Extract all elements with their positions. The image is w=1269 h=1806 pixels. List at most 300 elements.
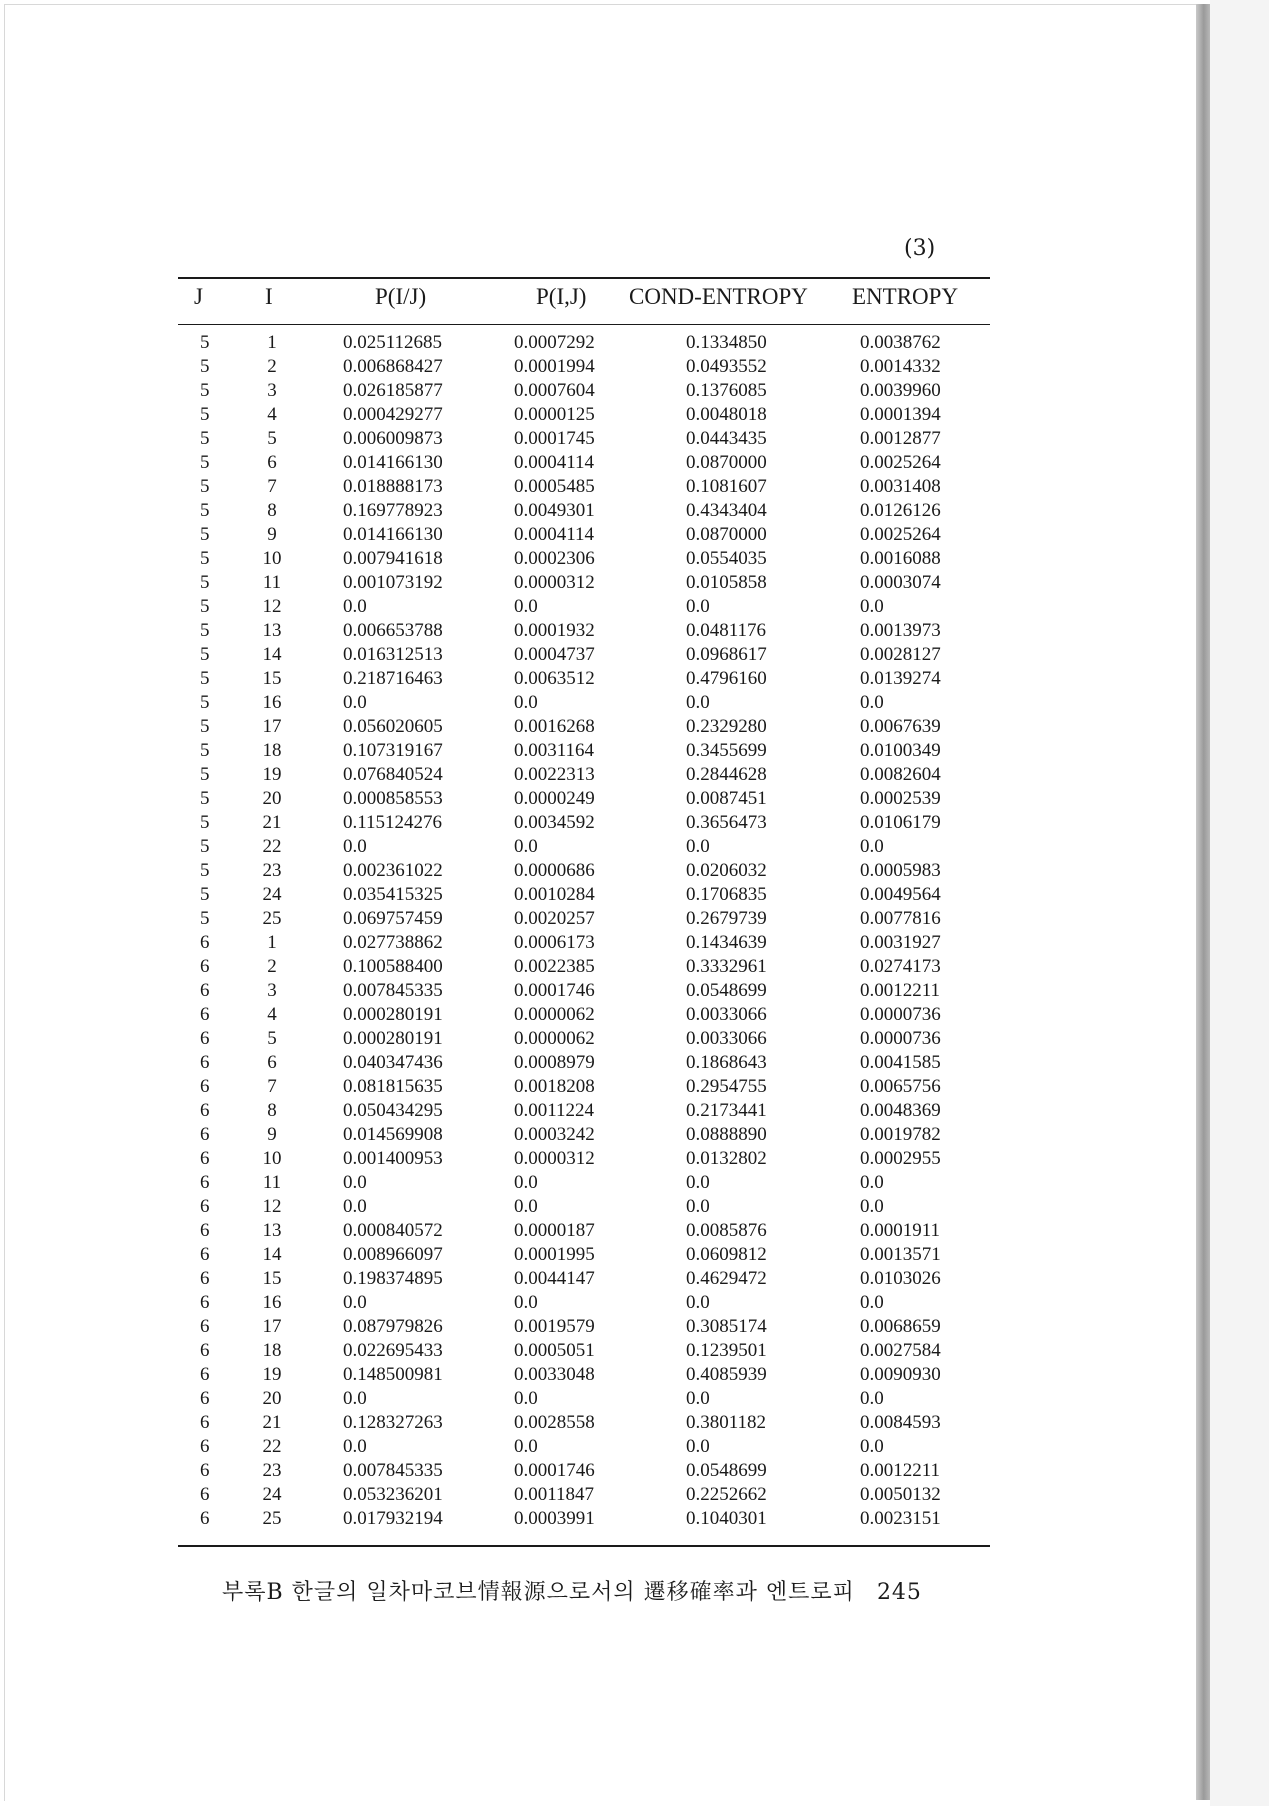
- table-row: [178, 594, 990, 618]
- table-row: [178, 978, 990, 1002]
- cell-j: 6: [200, 1172, 210, 1193]
- table-row: [178, 570, 990, 594]
- cell-entropy: 0.0028127: [860, 644, 941, 665]
- cell-p-i-given-j: 0.007845335: [343, 1460, 443, 1481]
- cell-j: 6: [200, 1148, 210, 1169]
- cell-p-i-j: 0.0: [514, 1388, 538, 1409]
- section-number: (3): [904, 236, 936, 261]
- cell-cond-entropy: 0.1081607: [686, 476, 767, 497]
- cell-j: 6: [200, 980, 210, 1001]
- table-row: [178, 618, 990, 642]
- cell-i: 20: [262, 1388, 282, 1409]
- cell-entropy: 0.0: [860, 1388, 884, 1409]
- cell-p-i-j: 0.0000062: [514, 1028, 595, 1049]
- cell-p-i-j: 0.0000312: [514, 572, 595, 593]
- table-row: [178, 1170, 990, 1194]
- cell-i: 14: [262, 1244, 282, 1265]
- cell-entropy: 0.0067639: [860, 716, 941, 737]
- cell-p-i-given-j: 0.017932194: [343, 1508, 443, 1529]
- cell-cond-entropy: 0.0: [686, 692, 710, 713]
- cell-p-i-j: 0.0000312: [514, 1148, 595, 1169]
- table-body: [178, 330, 990, 1530]
- cell-cond-entropy: 0.4629472: [686, 1268, 767, 1289]
- cell-p-i-j: 0.0001932: [514, 620, 595, 641]
- cell-j: 5: [200, 500, 210, 521]
- cell-p-i-given-j: 0.0: [343, 1292, 367, 1313]
- cell-entropy: 0.0005983: [860, 860, 941, 881]
- cell-p-i-given-j: 0.0: [343, 1436, 367, 1457]
- cell-p-i-given-j: 0.022695433: [343, 1340, 443, 1361]
- cell-j: 5: [200, 380, 210, 401]
- cell-cond-entropy: 0.0: [686, 1292, 710, 1313]
- background-margin: [1210, 0, 1269, 1806]
- cell-cond-entropy: 0.0033066: [686, 1004, 767, 1025]
- table-row: [178, 930, 990, 954]
- cell-i: 5: [267, 428, 277, 449]
- cell-i: 8: [267, 500, 277, 521]
- cell-i: 22: [262, 1436, 282, 1457]
- cell-entropy: 0.0000736: [860, 1004, 941, 1025]
- cell-p-i-j: 0.0022313: [514, 764, 595, 785]
- cell-cond-entropy: 0.0: [686, 1436, 710, 1457]
- cell-entropy: 0.0023151: [860, 1508, 941, 1529]
- cell-i: 5: [267, 1028, 277, 1049]
- cell-j: 6: [200, 1388, 210, 1409]
- cell-p-i-given-j: 0.006653788: [343, 620, 443, 641]
- cell-i: 13: [262, 1220, 282, 1241]
- cell-j: 5: [200, 812, 210, 833]
- cell-i: 16: [262, 1292, 282, 1313]
- cell-p-i-j: 0.0031164: [514, 740, 595, 761]
- table-row: [178, 834, 990, 858]
- cell-cond-entropy: 0.3455699: [686, 740, 767, 761]
- table-row: [178, 906, 990, 930]
- cell-entropy: 0.0139274: [860, 668, 941, 689]
- cell-p-i-given-j: 0.040347436: [343, 1052, 443, 1073]
- cell-j: 6: [200, 932, 210, 953]
- cell-p-i-j: 0.0018208: [514, 1076, 595, 1097]
- cell-entropy: 0.0001394: [860, 404, 941, 425]
- cell-p-i-given-j: 0.001073192: [343, 572, 443, 593]
- cell-p-i-j: 0.0004114: [514, 452, 595, 473]
- cell-i: 23: [262, 860, 282, 881]
- cell-p-i-j: 0.0: [514, 1196, 538, 1217]
- cell-entropy: 0.0: [860, 1292, 884, 1313]
- cell-j: 5: [200, 692, 210, 713]
- table-row: [178, 1410, 990, 1434]
- cell-j: 6: [200, 1220, 210, 1241]
- cell-cond-entropy: 0.1239501: [686, 1340, 767, 1361]
- cell-j: 6: [200, 1340, 210, 1361]
- cell-entropy: 0.0: [860, 596, 884, 617]
- cell-i: 13: [262, 620, 282, 641]
- cell-i: 7: [267, 476, 277, 497]
- cell-cond-entropy: 0.0493552: [686, 356, 767, 377]
- cell-cond-entropy: 0.0554035: [686, 548, 767, 569]
- table-row: [178, 642, 990, 666]
- cell-p-i-given-j: 0.000280191: [343, 1028, 443, 1049]
- cell-p-i-given-j: 0.006868427: [343, 356, 443, 377]
- cell-i: 12: [262, 1196, 282, 1217]
- cell-i: 11: [262, 1172, 282, 1193]
- cell-i: 17: [262, 716, 282, 737]
- cell-entropy: 0.0103026: [860, 1268, 941, 1289]
- cell-cond-entropy: 0.1376085: [686, 380, 767, 401]
- cell-cond-entropy: 0.0048018: [686, 404, 767, 425]
- cell-i: 24: [262, 884, 282, 905]
- cell-p-i-j: 0.0003242: [514, 1124, 595, 1145]
- cell-entropy: 0.0038762: [860, 332, 941, 353]
- cell-cond-entropy: 0.4343404: [686, 500, 767, 521]
- cell-j: 6: [200, 1100, 210, 1121]
- cell-i: 18: [262, 740, 282, 761]
- table-row: [178, 1362, 990, 1386]
- cell-p-i-given-j: 0.000840572: [343, 1220, 443, 1241]
- cell-cond-entropy: 0.0968617: [686, 644, 767, 665]
- cell-i: 6: [267, 1052, 277, 1073]
- cell-entropy: 0.0: [860, 1436, 884, 1457]
- cell-p-i-given-j: 0.014166130: [343, 452, 443, 473]
- cell-i: 1: [267, 332, 277, 353]
- table-row: [178, 330, 990, 354]
- cell-cond-entropy: 0.0: [686, 596, 710, 617]
- table-row: [178, 1434, 990, 1458]
- cell-p-i-j: 0.0028558: [514, 1412, 595, 1433]
- table-row: [178, 426, 990, 450]
- cell-j: 5: [200, 452, 210, 473]
- table-row: [178, 1242, 990, 1266]
- cell-entropy: 0.0014332: [860, 356, 941, 377]
- cell-i: 3: [267, 980, 277, 1001]
- cell-j: 5: [200, 836, 210, 857]
- cell-i: 22: [262, 836, 282, 857]
- cell-cond-entropy: 0.0105858: [686, 572, 767, 593]
- cell-j: 6: [200, 1244, 210, 1265]
- header-j: J: [194, 284, 203, 309]
- table-row: [178, 882, 990, 906]
- cell-p-i-j: 0.0: [514, 692, 538, 713]
- cell-p-i-given-j: 0.014569908: [343, 1124, 443, 1145]
- cell-i: 1: [267, 932, 277, 953]
- cell-j: 6: [200, 1316, 210, 1337]
- cell-i: 6: [267, 452, 277, 473]
- table-row: [178, 498, 990, 522]
- cell-j: 6: [200, 1076, 210, 1097]
- cell-p-i-given-j: 0.008966097: [343, 1244, 443, 1265]
- cell-i: 17: [262, 1316, 282, 1337]
- cell-p-i-j: 0.0016268: [514, 716, 595, 737]
- cell-p-i-j: 0.0000062: [514, 1004, 595, 1025]
- cell-p-i-given-j: 0.100588400: [343, 956, 443, 977]
- cell-j: 5: [200, 596, 210, 617]
- cell-entropy: 0.0013571: [860, 1244, 941, 1265]
- cell-j: 6: [200, 1196, 210, 1217]
- table-row: [178, 354, 990, 378]
- cell-p-i-given-j: 0.026185877: [343, 380, 443, 401]
- cell-cond-entropy: 0.0548699: [686, 980, 767, 1001]
- cell-entropy: 0.0031408: [860, 476, 941, 497]
- cell-p-i-j: 0.0001746: [514, 1460, 595, 1481]
- cell-j: 5: [200, 476, 210, 497]
- cell-j: 5: [200, 644, 210, 665]
- cell-i: 21: [262, 1412, 282, 1433]
- table-row: [178, 690, 990, 714]
- cell-i: 15: [262, 668, 282, 689]
- cell-entropy: 0.0: [860, 836, 884, 857]
- header-entropy: ENTROPY: [852, 284, 959, 309]
- cell-entropy: 0.0012211: [860, 980, 941, 1001]
- cell-cond-entropy: 0.0087451: [686, 788, 767, 809]
- cell-p-i-given-j: 0.115124276: [343, 812, 443, 833]
- cell-j: 6: [200, 1508, 210, 1529]
- table-row: [178, 1218, 990, 1242]
- running-title: 부록B 한글의 일차마코브情報源으로서의 遷移確率과 엔트로피: [222, 1580, 855, 1605]
- table-row: [178, 738, 990, 762]
- cell-p-i-j: 0.0: [514, 596, 538, 617]
- cell-p-i-j: 0.0004737: [514, 644, 595, 665]
- cell-cond-entropy: 0.0609812: [686, 1244, 767, 1265]
- cell-p-i-j: 0.0: [514, 1172, 538, 1193]
- cell-i: 24: [262, 1484, 282, 1505]
- cell-p-i-j: 0.0022385: [514, 956, 595, 977]
- table-row: [178, 474, 990, 498]
- cell-entropy: 0.0025264: [860, 524, 941, 545]
- cell-p-i-given-j: 0.002361022: [343, 860, 443, 881]
- cell-cond-entropy: 0.3332961: [686, 956, 767, 977]
- cell-cond-entropy: 0.2844628: [686, 764, 767, 785]
- cell-entropy: 0.0002955: [860, 1148, 941, 1169]
- cell-entropy: 0.0039960: [860, 380, 941, 401]
- cell-j: 5: [200, 764, 210, 785]
- cell-cond-entropy: 0.4085939: [686, 1364, 767, 1385]
- cell-i: 4: [267, 404, 277, 425]
- cell-entropy: 0.0012877: [860, 428, 941, 449]
- cell-j: 6: [200, 1460, 210, 1481]
- table-row: [178, 786, 990, 810]
- table-row: [178, 378, 990, 402]
- cell-cond-entropy: 0.2679739: [686, 908, 767, 929]
- table-row: [178, 1026, 990, 1050]
- cell-entropy: 0.0027584: [860, 1340, 941, 1361]
- cell-p-i-j: 0.0001746: [514, 980, 595, 1001]
- cell-i: 18: [262, 1340, 282, 1361]
- cell-j: 5: [200, 668, 210, 689]
- cell-j: 5: [200, 716, 210, 737]
- cell-i: 16: [262, 692, 282, 713]
- cell-cond-entropy: 0.3085174: [686, 1316, 767, 1337]
- cell-entropy: 0.0041585: [860, 1052, 941, 1073]
- cell-i: 8: [267, 1100, 277, 1121]
- cell-entropy: 0.0025264: [860, 452, 941, 473]
- cell-p-i-given-j: 0.001400953: [343, 1148, 443, 1169]
- table-row: [178, 1074, 990, 1098]
- cell-j: 5: [200, 548, 210, 569]
- table-row: [178, 450, 990, 474]
- cell-entropy: 0.0090930: [860, 1364, 941, 1385]
- cell-i: 14: [262, 644, 282, 665]
- cell-j: 5: [200, 524, 210, 545]
- cell-i: 10: [262, 1148, 282, 1169]
- table-row: [178, 1146, 990, 1170]
- header-cond-entropy: COND-ENTROPY: [629, 284, 808, 309]
- cell-p-i-j: 0.0004114: [514, 524, 595, 545]
- cell-entropy: 0.0: [860, 692, 884, 713]
- cell-cond-entropy: 0.0: [686, 1196, 710, 1217]
- cell-p-i-j: 0.0002306: [514, 548, 595, 569]
- cell-cond-entropy: 0.0870000: [686, 452, 767, 473]
- cell-j: 6: [200, 1412, 210, 1433]
- cell-entropy: 0.0012211: [860, 1460, 941, 1481]
- cell-p-i-given-j: 0.0: [343, 692, 367, 713]
- cell-p-i-given-j: 0.027738862: [343, 932, 443, 953]
- table-row: [178, 1506, 990, 1530]
- cell-entropy: 0.0031927: [860, 932, 941, 953]
- cell-i: 19: [262, 764, 282, 785]
- cell-cond-entropy: 0.0: [686, 1388, 710, 1409]
- cell-i: 2: [267, 356, 277, 377]
- table-row: [178, 858, 990, 882]
- cell-cond-entropy: 0.1334850: [686, 332, 767, 353]
- table-row: [178, 1194, 990, 1218]
- cell-entropy: 0.0068659: [860, 1316, 941, 1337]
- cell-cond-entropy: 0.1868643: [686, 1052, 767, 1073]
- cell-p-i-j: 0.0011224: [514, 1100, 595, 1121]
- cell-j: 5: [200, 404, 210, 425]
- table-row: [178, 1050, 990, 1074]
- cell-p-i-j: 0.0019579: [514, 1316, 595, 1337]
- cell-p-i-j: 0.0049301: [514, 500, 595, 521]
- cell-p-i-given-j: 0.014166130: [343, 524, 443, 545]
- cell-cond-entropy: 0.2329280: [686, 716, 767, 737]
- cell-entropy: 0.0048369: [860, 1100, 941, 1121]
- header-p-i-given-j: P(I/J): [375, 284, 427, 309]
- cell-entropy: 0.0003074: [860, 572, 941, 593]
- table-row: [178, 810, 990, 834]
- cell-entropy: 0.0016088: [860, 548, 941, 569]
- table-row: [178, 1122, 990, 1146]
- cell-entropy: 0.0: [860, 1196, 884, 1217]
- cell-p-i-given-j: 0.128327263: [343, 1412, 443, 1433]
- cell-j: 6: [200, 1436, 210, 1457]
- table-row: [178, 666, 990, 690]
- cell-p-i-j: 0.0044147: [514, 1268, 595, 1289]
- cell-i: 12: [262, 596, 282, 617]
- cell-j: 6: [200, 1004, 210, 1025]
- cell-j: 5: [200, 428, 210, 449]
- cell-p-i-j: 0.0006173: [514, 932, 595, 953]
- cell-entropy: 0.0002539: [860, 788, 941, 809]
- cell-p-i-given-j: 0.007941618: [343, 548, 443, 569]
- cell-p-i-j: 0.0001745: [514, 428, 595, 449]
- cell-j: 6: [200, 1268, 210, 1289]
- cell-p-i-given-j: 0.0: [343, 1196, 367, 1217]
- cell-p-i-given-j: 0.0: [343, 1388, 367, 1409]
- cell-j: 5: [200, 788, 210, 809]
- cell-j: 6: [200, 1052, 210, 1073]
- cell-p-i-j: 0.0: [514, 1292, 538, 1313]
- cell-p-i-j: 0.0000686: [514, 860, 595, 881]
- table-row: [178, 1290, 990, 1314]
- cell-p-i-given-j: 0.081815635: [343, 1076, 443, 1097]
- cell-cond-entropy: 0.1434639: [686, 932, 767, 953]
- cell-entropy: 0.0001911: [860, 1220, 941, 1241]
- cell-i: 11: [262, 572, 282, 593]
- cell-p-i-given-j: 0.198374895: [343, 1268, 443, 1289]
- cell-p-i-given-j: 0.218716463: [343, 668, 443, 689]
- cell-j: 5: [200, 332, 210, 353]
- cell-p-i-j: 0.0011847: [514, 1484, 595, 1505]
- cell-p-i-given-j: 0.076840524: [343, 764, 443, 785]
- cell-p-i-j: 0.0033048: [514, 1364, 595, 1385]
- cell-entropy: 0.0084593: [860, 1412, 941, 1433]
- cell-cond-entropy: 0.0548699: [686, 1460, 767, 1481]
- table-row: [178, 762, 990, 786]
- cell-i: 3: [267, 380, 277, 401]
- cell-p-i-given-j: 0.056020605: [343, 716, 443, 737]
- cell-j: 6: [200, 1364, 210, 1385]
- cell-cond-entropy: 0.1706835: [686, 884, 767, 905]
- cell-j: 6: [200, 1484, 210, 1505]
- cell-p-i-j: 0.0005485: [514, 476, 595, 497]
- cell-p-i-given-j: 0.107319167: [343, 740, 443, 761]
- cell-cond-entropy: 0.3801182: [686, 1412, 767, 1433]
- cell-j: 5: [200, 572, 210, 593]
- cell-p-i-given-j: 0.007845335: [343, 980, 443, 1001]
- cell-p-i-given-j: 0.000858553: [343, 788, 443, 809]
- cell-p-i-given-j: 0.050434295: [343, 1100, 443, 1121]
- cell-entropy: 0.0013973: [860, 620, 941, 641]
- cell-p-i-j: 0.0001994: [514, 356, 595, 377]
- cell-entropy: 0.0050132: [860, 1484, 941, 1505]
- cell-j: 6: [200, 1292, 210, 1313]
- header-i: I: [265, 284, 273, 309]
- cell-p-i-given-j: 0.053236201: [343, 1484, 443, 1505]
- cell-p-i-given-j: 0.087979826: [343, 1316, 443, 1337]
- cell-p-i-j: 0.0000187: [514, 1220, 595, 1241]
- cell-j: 5: [200, 860, 210, 881]
- cell-i: 9: [267, 1124, 277, 1145]
- cell-cond-entropy: 0.0870000: [686, 524, 767, 545]
- cell-j: 5: [200, 356, 210, 377]
- cell-cond-entropy: 0.0: [686, 1172, 710, 1193]
- cell-p-i-j: 0.0034592: [514, 812, 595, 833]
- cell-cond-entropy: 0.0888890: [686, 1124, 767, 1145]
- cell-p-i-given-j: 0.006009873: [343, 428, 443, 449]
- cell-p-i-given-j: 0.0: [343, 1172, 367, 1193]
- cell-p-i-given-j: 0.169778923: [343, 500, 443, 521]
- cell-i: 19: [262, 1364, 282, 1385]
- table-row: [178, 522, 990, 546]
- cell-p-i-given-j: 0.069757459: [343, 908, 443, 929]
- cell-cond-entropy: 0.4796160: [686, 668, 767, 689]
- cell-i: 9: [267, 524, 277, 545]
- cell-cond-entropy: 0.0085876: [686, 1220, 767, 1241]
- cell-cond-entropy: 0.0443435: [686, 428, 767, 449]
- cell-entropy: 0.0100349: [860, 740, 941, 761]
- cell-p-i-given-j: 0.035415325: [343, 884, 443, 905]
- table-row: [178, 1338, 990, 1362]
- cell-j: 5: [200, 884, 210, 905]
- cell-entropy: 0.0: [860, 1172, 884, 1193]
- cell-p-i-j: 0.0010284: [514, 884, 595, 905]
- cell-p-i-given-j: 0.000429277: [343, 404, 443, 425]
- cell-entropy: 0.0077816: [860, 908, 941, 929]
- page-edge: [1196, 4, 1210, 1800]
- cell-p-i-j: 0.0000125: [514, 404, 595, 425]
- cell-i: 4: [267, 1004, 277, 1025]
- cell-entropy: 0.0126126: [860, 500, 941, 521]
- cell-i: 23: [262, 1460, 282, 1481]
